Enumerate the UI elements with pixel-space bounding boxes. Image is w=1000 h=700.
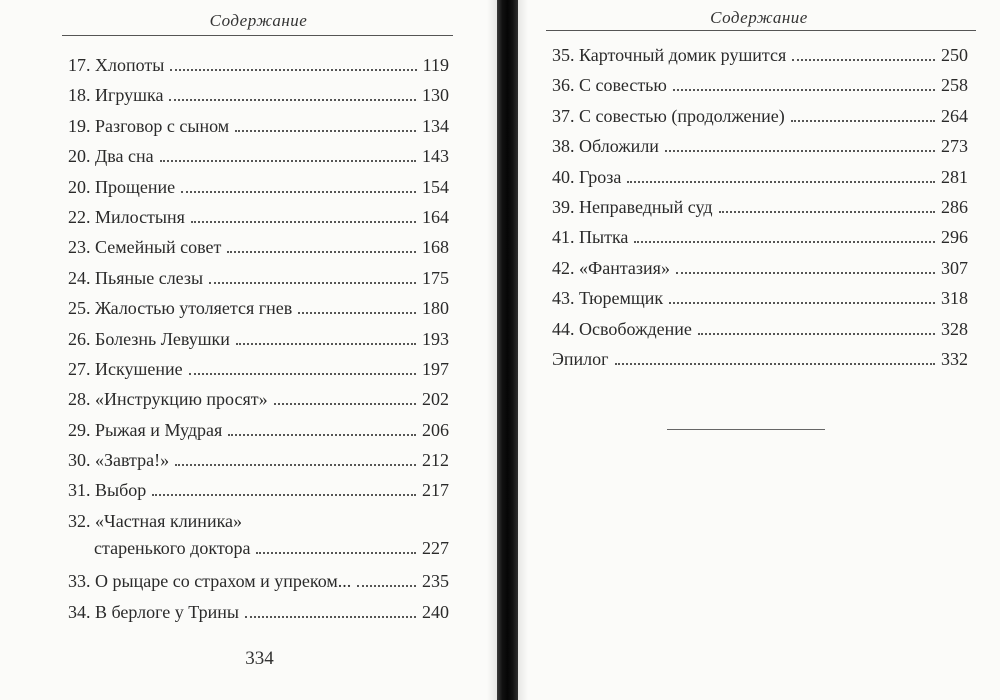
entry-page-number: 202 — [422, 389, 449, 410]
entry-page-number: 258 — [941, 75, 968, 96]
dot-leader — [170, 69, 416, 71]
toc-entry — [68, 354, 449, 384]
entry-title: 25. Жалостью утоляется гнев — [68, 298, 293, 319]
toc-entry — [552, 314, 968, 344]
toc-entry — [552, 101, 968, 131]
dot-leader — [791, 120, 935, 122]
entry-title: 24. Пьяные слезы — [68, 267, 204, 288]
toc-entry — [68, 597, 449, 627]
entry-page-number: 168 — [422, 237, 449, 258]
dot-leader — [719, 211, 935, 213]
table-of-contents-left — [68, 50, 449, 627]
toc-entry — [552, 70, 968, 100]
right-page — [518, 0, 1000, 700]
toc-entry — [68, 566, 449, 596]
entry-page-number: 193 — [422, 328, 449, 349]
entry-page-number: 318 — [941, 288, 968, 309]
entry-page-number: 217 — [422, 480, 449, 501]
entry-title: 28. «Инструкцию просят» — [68, 389, 268, 410]
toc-entry — [68, 324, 449, 354]
entry-title: 19. Разговор с сыном — [68, 115, 230, 136]
dot-leader — [189, 373, 416, 375]
toc-entry — [552, 344, 968, 374]
toc-entry — [68, 172, 449, 202]
end-rule — [667, 429, 825, 430]
entry-page-number: 180 — [422, 298, 449, 319]
entry-title: 20. Прощение — [68, 176, 176, 197]
dot-leader — [676, 272, 935, 274]
entry-page-number: 154 — [422, 176, 449, 197]
toc-entry — [68, 384, 449, 414]
entry-page-number: 286 — [941, 196, 968, 217]
dot-leader — [175, 464, 416, 466]
entry-title: 39. Неправедный суд — [552, 196, 713, 217]
toc-entry — [68, 141, 449, 171]
entry-page-number: 143 — [422, 146, 449, 167]
toc-entry — [68, 475, 449, 505]
dot-leader — [627, 181, 935, 183]
dot-leader — [227, 251, 416, 253]
entry-title: 36. С совестью — [552, 75, 667, 96]
entry-page-number: 281 — [941, 166, 968, 187]
entry-title: 22. Милостыня — [68, 206, 185, 227]
entry-title: 30. «Завтра!» — [68, 450, 170, 471]
entry-title: 44. Освобождение — [552, 318, 692, 339]
entry-page-number: 227 — [422, 538, 449, 559]
toc-entry — [552, 253, 968, 283]
entry-page-number: 273 — [941, 136, 968, 157]
toc-entry — [68, 80, 449, 110]
entry-page-number: 240 — [422, 601, 449, 622]
running-head: Содержание — [209, 11, 308, 30]
entry-title: 37. С совестью (продолжение) — [552, 105, 785, 126]
dot-leader — [228, 434, 416, 436]
page-number: 334 — [245, 648, 274, 669]
toc-entry — [552, 222, 968, 252]
dot-leader — [245, 616, 416, 618]
entry-title: 23. Семейный совет — [68, 237, 222, 258]
entry-page-number: 264 — [941, 105, 968, 126]
entry-page-number: 197 — [422, 358, 449, 379]
dot-leader — [209, 282, 416, 284]
entry-page-number: 235 — [422, 571, 449, 592]
dot-leader — [634, 241, 935, 243]
toc-entry — [68, 232, 449, 262]
dot-leader — [235, 130, 416, 132]
header-rule — [62, 35, 453, 36]
entry-title: 32. «Частная клиника» — [68, 510, 243, 531]
dot-leader — [160, 160, 416, 162]
dot-leader — [181, 191, 416, 193]
entry-title: 31. Выбор — [68, 480, 147, 501]
dot-leader — [169, 99, 416, 101]
entry-title: 17. Хлопоты — [68, 55, 165, 75]
entry-title: 29. Рыжая и Мудрая — [68, 419, 223, 440]
entry-title-continued: старенького доктора — [94, 538, 251, 559]
entry-title: 42. «Фантазия» — [552, 257, 670, 278]
toc-entry — [68, 111, 449, 141]
entry-title: 26. Болезнь Левушки — [68, 328, 230, 349]
toc-entry — [68, 202, 449, 232]
entry-title: Эпилог — [552, 348, 609, 369]
entry-title: 33. О рыцаре со страхом и упреком... — [68, 571, 352, 592]
entry-title: 27. Искушение — [68, 358, 183, 379]
header-rule — [546, 30, 976, 31]
table-of-contents-right — [552, 40, 968, 374]
book-gutter — [497, 0, 518, 700]
left-page — [0, 0, 497, 700]
toc-entry — [68, 50, 449, 80]
dot-leader — [256, 552, 416, 554]
entry-title: 40. Гроза — [552, 166, 622, 187]
entry-page-number: 332 — [941, 348, 968, 369]
entry-page-number: 296 — [941, 227, 968, 248]
dot-leader — [792, 59, 935, 61]
toc-entry — [552, 40, 968, 70]
entry-page-number: 206 — [422, 419, 449, 440]
entry-page-number: 307 — [941, 257, 968, 278]
toc-entry — [552, 192, 968, 222]
toc-entry — [68, 415, 449, 445]
dot-leader — [191, 221, 416, 223]
page-edge-shadow — [518, 0, 528, 700]
entry-page-number: 212 — [422, 450, 449, 471]
entry-title: 35. Карточный домик рушится — [552, 45, 787, 65]
entry-page-number: 119 — [422, 55, 449, 75]
entry-page-number: 164 — [422, 206, 449, 227]
dot-leader — [615, 363, 935, 365]
entry-page-number: 134 — [422, 115, 449, 136]
dot-leader — [673, 89, 935, 91]
entry-page-number: 175 — [422, 267, 449, 288]
toc-entry — [552, 131, 968, 161]
entry-title: 18. Игрушка — [68, 85, 164, 106]
dot-leader — [669, 302, 935, 304]
toc-entry — [68, 293, 449, 323]
entry-title: 38. Обложили — [552, 136, 659, 157]
dot-leader — [152, 494, 416, 496]
toc-entry — [68, 445, 449, 475]
running-head: Содержание — [710, 8, 808, 27]
entry-page-number: 250 — [941, 45, 968, 65]
toc-entry — [552, 283, 968, 313]
dot-leader — [665, 150, 935, 152]
entry-title: 43. Тюремщик — [552, 288, 664, 309]
dot-leader — [298, 312, 416, 314]
entry-title: 20. Два сна — [68, 146, 154, 167]
dot-leader — [236, 343, 416, 345]
dot-leader — [274, 403, 416, 405]
entry-title: 41. Пытка — [552, 227, 629, 248]
toc-entry — [68, 506, 449, 566]
toc-entry — [552, 162, 968, 192]
toc-entry — [68, 263, 449, 293]
entry-title: 34. В берлоге у Трины — [68, 601, 239, 622]
page-edge-shadow — [487, 0, 497, 700]
dot-leader — [357, 585, 416, 587]
entry-page-number: 130 — [422, 85, 449, 106]
dot-leader — [698, 333, 935, 335]
entry-page-number: 328 — [941, 318, 968, 339]
